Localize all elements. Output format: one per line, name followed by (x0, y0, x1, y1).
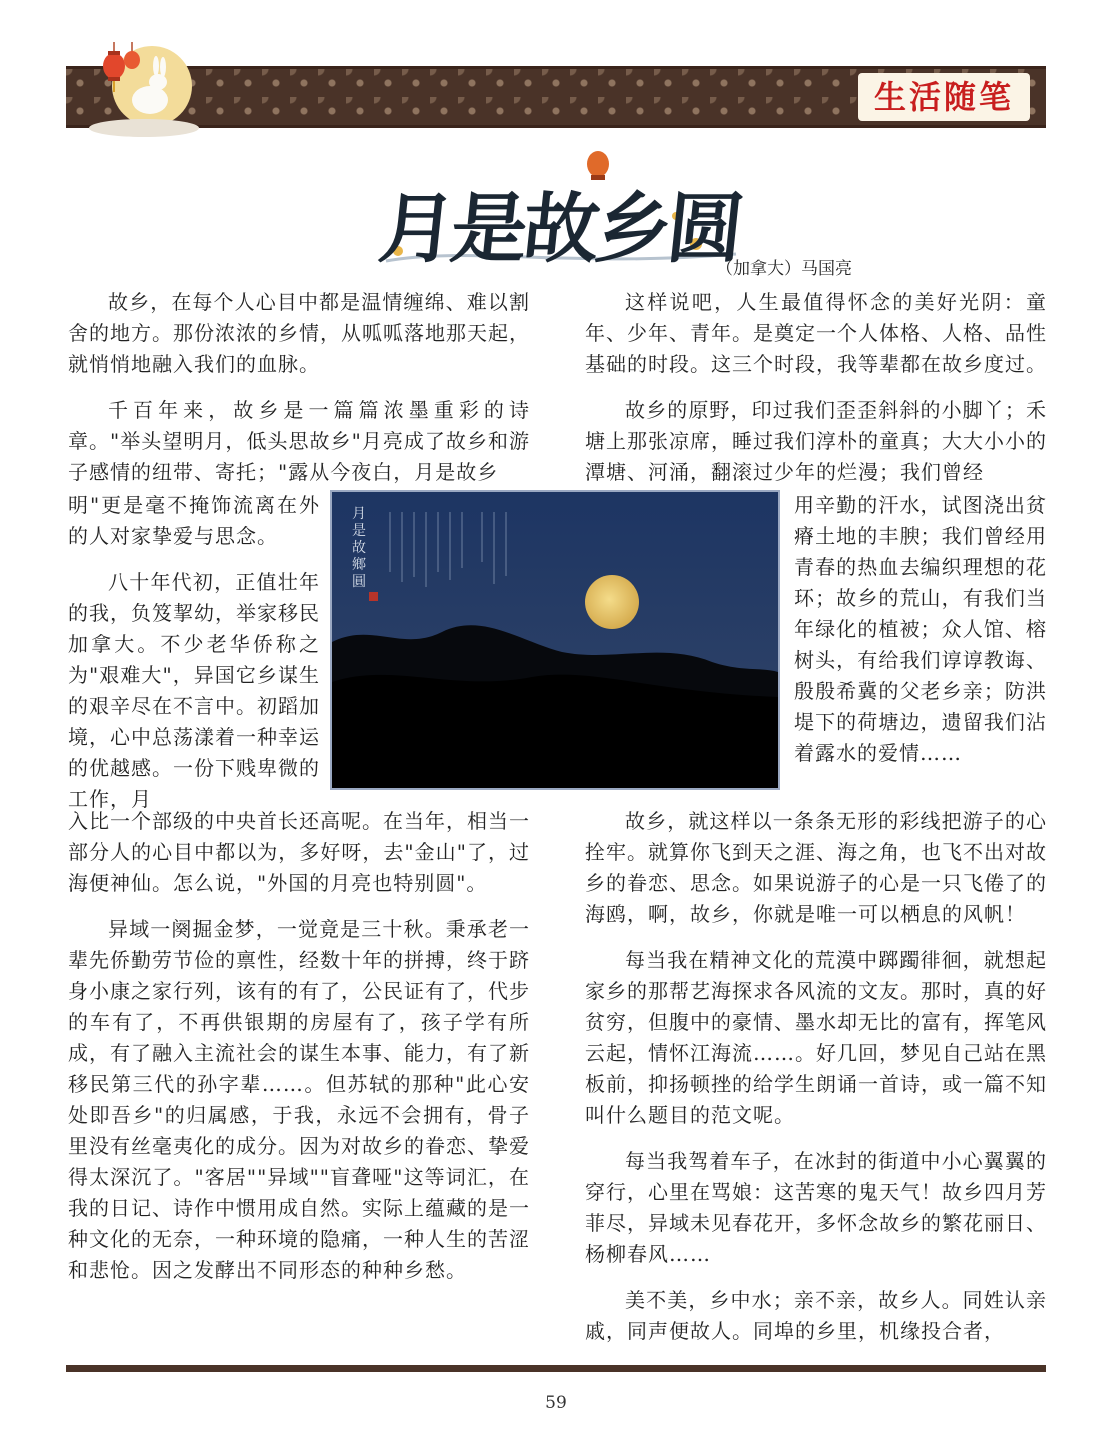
footer-rule (66, 1365, 1046, 1372)
author-byline: （加拿大）马国亮 (716, 259, 852, 279)
paragraph: 每当我在精神文化的荒漠中踯躅徘徊，就想起家乡的那帮艺海探求各风流的文友。那时，真的好贫穷，但腹中的豪情、墨水却无比的富有，挥笔风云起，情怀江海流……。好几回，梦见自己站在黑板前，抑扬顿挫的给学生朗诵一首诗，或一篇不知叫什么题目的范文呢。 (585, 948, 1047, 1127)
paragraph: 明"更是毫不掩饰流离在外的人对家挚爱与思念。 (68, 493, 320, 548)
paragraph: 千百年来，故乡是一篇篇浓墨重彩的诗章。"举头望明月，低头思故乡"月亮成了故乡和游子感情的纽带、寄托；"露从今夜白，月是故乡 (68, 398, 530, 484)
right-column-top (585, 287, 1047, 488)
paragraph: 入比一个部级的中央首长还高呢。在当年，相当一部分人的心目中都以为，多好呀，去"金山"了，过海便神仙。怎么说，"外国的月亮也特别圆"。 (68, 809, 530, 895)
section-title: 生活随笔 (858, 73, 1030, 121)
paragraph: 美不美，乡中水；亲不亲，故乡人。同姓认亲戚，同声便故人。同埠的乡里，机缘投合者， (585, 1288, 1047, 1343)
photo-vertical-title: 月是故鄉圓 (352, 506, 366, 590)
header-band (66, 66, 1046, 128)
paragraph: 八十年代初，正值壮年的我，负笈挈幼，举家移民加拿大。不少老华侨称之为"艰难大"，异国它乡谋生的艰辛尽在不言中。初蹈加境，心中总荡漾着一种幸运的优越感。一份下贱卑微的工作，月 (68, 570, 320, 811)
night-moon-image (332, 492, 778, 788)
moon-rabbit-icon (84, 42, 204, 137)
left-column-wrap (68, 490, 320, 815)
paragraph: 故乡，在每个人心目中都是温情缠绵、难以割舍的地方。那份浓浓的乡情，从呱呱落地那天起，就悄悄地融入我们的血脉。 (68, 290, 530, 376)
right-column-bottom (585, 806, 1047, 1347)
left-column-bottom (68, 806, 530, 1286)
paragraph: 每当我驾着车子，在冰封的街道中小心翼翼的穿行，心里在骂娘：这苦寒的鬼天气！故乡四月芳菲尽，异域未见春花开，多怀念故乡的繁花丽日、杨柳春风…… (585, 1149, 1047, 1266)
left-column-top (68, 287, 530, 488)
paragraph: 异域一阕掘金梦，一觉竟是三十秋。秉承老一辈先侨勤劳节俭的禀性，经数十年的拼搏，终于跻身小康之家行列，该有的有了，公民证有了，代步的车有了，不再供银期的房屋有了，孩子学有所成，有了融入主流社会的谋生本事、能力，有了新移民第三代的孙字辈……。但苏轼的那种"此心安处即吾乡"的归属感，于我，永远不会拥有，骨子里没有丝毫夷化的成分。因为对故乡的眷恋、挚爱得太深沉了。"客居""异域""盲聋哑"这等词汇，在我的日记、诗作中惯用成自然。实际上蕴藏的是一种文化的无奈，一种环境的隐痛，一种人生的苦涩和悲怆。因之发酵出不同形态的种种乡愁。 (68, 917, 530, 1282)
paragraph: 故乡，就这样以一条条无形的彩线把游子的心拴牢。就算你飞到天之涯、海之角，也飞不出对故乡的眷恋、思念。如果说游子的心是一只飞倦了的海鸥，啊，故乡，你就是唯一可以栖息的风帆！ (585, 809, 1047, 926)
paragraph: 故乡的原野，印过我们歪歪斜斜的小脚丫；禾塘上那张凉席，睡过我们淳朴的童真；大大小小的潭塘、河涌，翻滚过少年的烂漫；我们曾经 (585, 398, 1047, 484)
right-column-wrap (794, 490, 1047, 769)
paragraph: 用辛勤的汗水，试图浇出贫瘠土地的丰腴；我们曾经用青春的热血去编织理想的花环；故乡的荒山，有我们当年绿化的植被；众人馆、榕树头，有给我们谆谆教诲、殷殷希冀的父老乡亲；防洪堤下的荷塘边，遗留我们沾着露水的爱情…… (794, 493, 1047, 765)
article-title: 月是故乡圆 (374, 184, 745, 273)
page-number: 59 (545, 1393, 567, 1413)
article-title-art (376, 146, 746, 271)
full-moon-photo (330, 490, 780, 790)
paragraph: 这样说吧，人生最值得怀念的美好光阴：童年、少年、青年。是奠定一个人体格、人格、品性基础的时段。这三个时段，我等辈都在故乡度过。 (585, 290, 1047, 376)
